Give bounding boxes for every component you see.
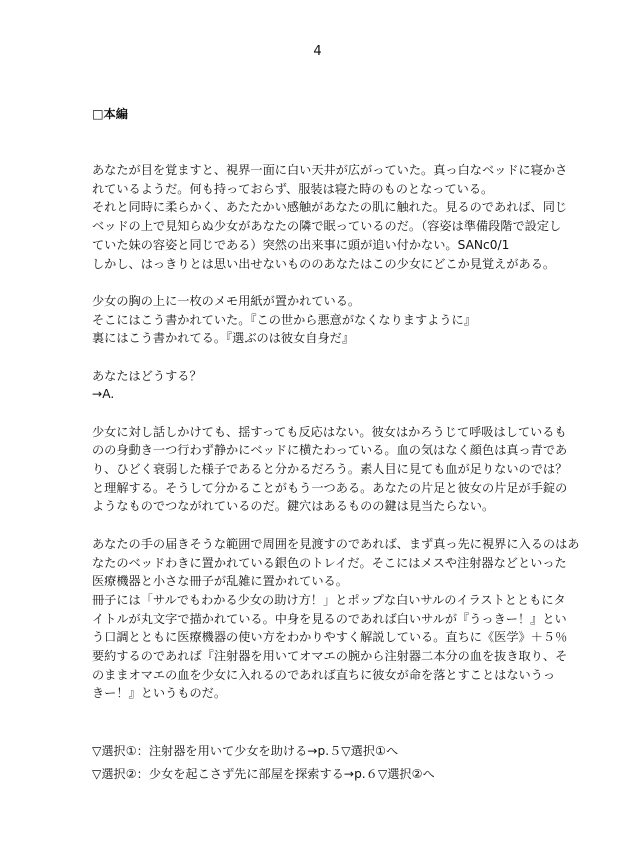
text-line: →A.: [92, 387, 115, 402]
text-line: あなたが目を覚ますと、視界一面に白い天井が広がっていた。真っ白なベッドに寝かさ: [92, 163, 568, 178]
paragraph-prompt: [92, 367, 554, 404]
paragraph-girl-state: [92, 423, 568, 516]
choice-2: ▽選択②：少女を起こさず先に部屋を探索する→p.６▽選択②へ: [92, 767, 435, 781]
text-line: それと同時に柔らかく、あたたかい感触があなたの肌に触れた。見るのであれば、同じ: [92, 200, 568, 215]
text-line: ようなものでつながれているのだ。鍵穴はあるものの鍵は見当たらない。: [92, 499, 495, 514]
paragraph-tray: [92, 535, 580, 703]
page-number: 4: [313, 44, 322, 59]
text-line: 裏にはこう書かれてる。『選ぶのは彼女自身だ』: [92, 331, 355, 346]
text-line: 少女の胸の上に一枚のメモ用紙が置かれている。: [92, 293, 361, 308]
choice-1: ▽選択①：注射器を用いて少女を助ける→p.５▽選択①へ: [92, 744, 399, 758]
paragraph-intro: [92, 161, 568, 273]
text-line: 要約するのであれば『注射器を用いてオマエの腕から注射器二本分の血を抜き取り、そ: [92, 648, 568, 663]
text-line: ベッドの上で見知らぬ少女があなたの隣で眠っているのだ。（容姿は準備段階で設定し: [92, 219, 562, 234]
text-line: のままオマエの血を少女に入れるのであれば直ちに彼女が命を落とすことはないうっ: [92, 667, 556, 682]
text-line: そこにはこう書かれていた。『この世から悪意がなくなりますように』: [92, 312, 476, 327]
main-text: [92, 105, 580, 703]
text-line: なたのベッドわきに置かれている銀色のトレイだ。そこにはメスや注射器などといった: [92, 555, 567, 570]
paragraph-memo: [92, 292, 554, 348]
choice-list: [92, 740, 554, 786]
text-line: しかし、はっきりとは思い出せないもののあなたはこの少女にどこか見覚えがある。: [92, 256, 556, 271]
text-line: れているようだ。何も持っておらず、服装は寝た時のものとなっている。: [92, 181, 494, 196]
text-line: あなたの手の届きそうな範囲で周囲を見渡すのであれば、まず真っ先に視界に入るのはあ: [92, 536, 580, 551]
text-line: あなたはどうする？: [92, 368, 202, 383]
text-line: 医療機器と小さな冊子が乱雑に置かれている。: [92, 574, 348, 589]
text-line: 少女に対し話しかけても、揺すっても反応はない。彼女はかろうじて呼吸はしているも: [92, 424, 567, 439]
text-line: り、ひどく衰弱した様子であると分かるだろう。素人目に見ても血が足りないのでは？: [92, 462, 568, 477]
text-line: ていた妹の容姿と同じである）突然の出来事に頭が追い付かない。SANc0/1: [92, 237, 510, 252]
text-line: と理解する。そうして分かることがもう一つある。あなたの片足と彼女の片足が手錠の: [92, 480, 568, 495]
section-heading: □本編: [92, 107, 128, 121]
text-line: 冊子には「サルでもわかる少女の助け方！」とポップな白いサルのイラストとともにタ: [92, 592, 566, 607]
text-line: イトルが丸文字で描かれている。中身を見るのであれば白いサルが『うっきー！』とい: [92, 611, 567, 626]
text-line: きー！』というものだ。: [92, 686, 227, 701]
text-line: う口調とともに医療機器の使い方をわかりやすく解説している。直ちに《医学》＋５％: [92, 630, 568, 645]
text-line: のの身動き一つ行わず静かにベッドに横たわっている。血の気はなく顔色は真っ青であ: [92, 443, 568, 458]
